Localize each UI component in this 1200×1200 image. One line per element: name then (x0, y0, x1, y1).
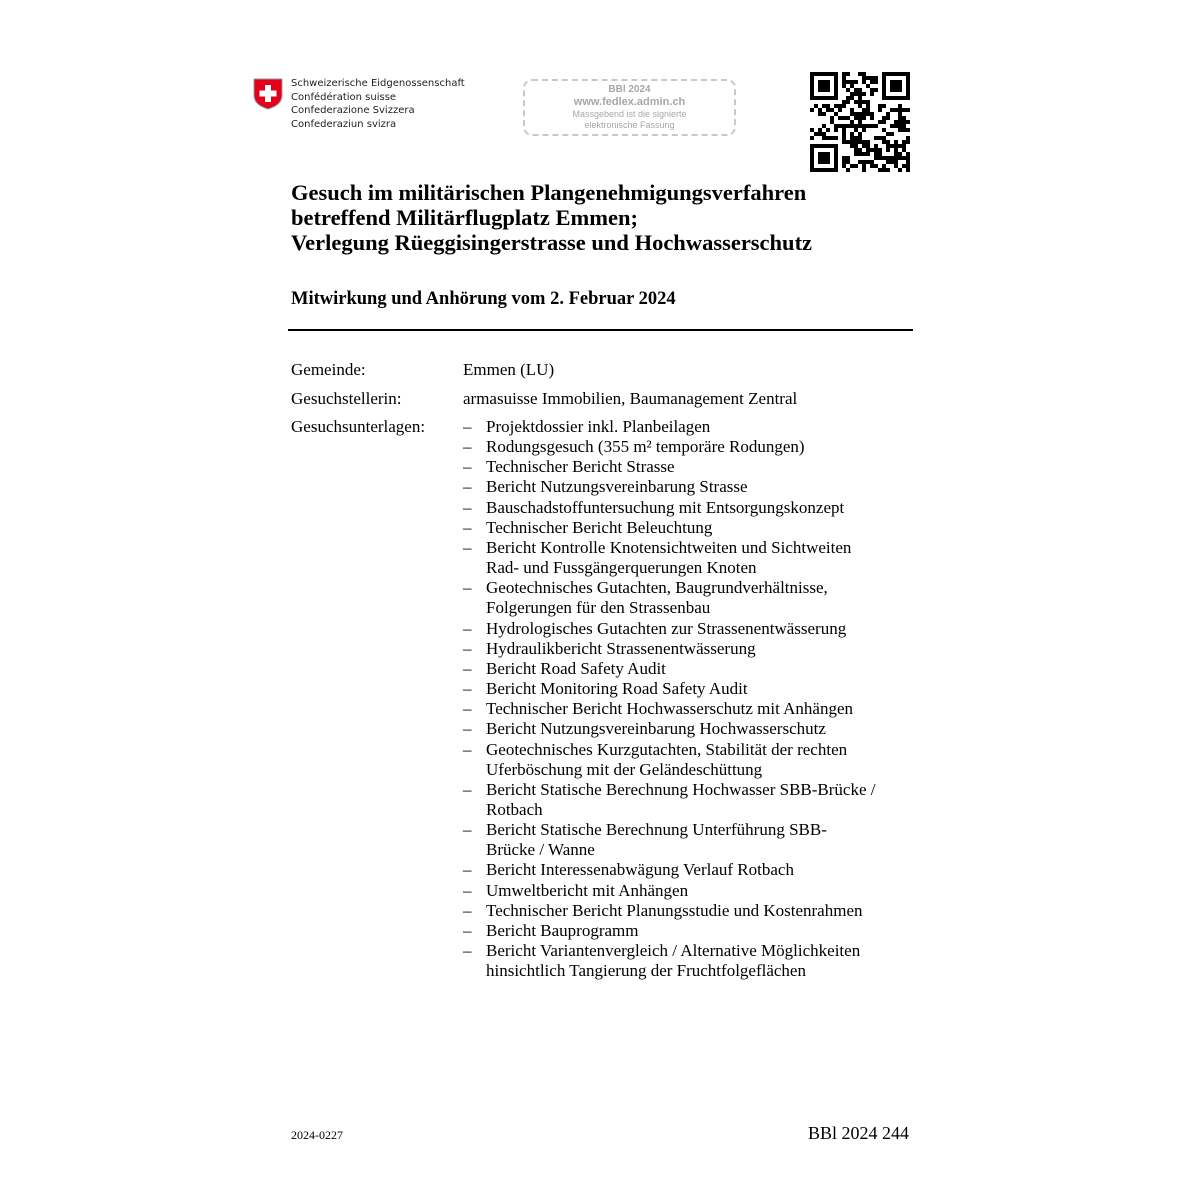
list-item-text: Uferböschung mit der Geländeschüttung (486, 759, 763, 779)
list-item-text: Bericht Interessenabwägung Verlauf Rotbach (486, 860, 794, 880)
list-dash: – (463, 497, 472, 517)
document-title (291, 180, 812, 255)
list-item-text: Geotechnisches Kurzgutachten, Stabilität der rechten (486, 739, 848, 759)
title-line-1: Gesuch im militärischen Plangenehmigungsverfahren (291, 180, 807, 205)
list-item-text: Hydraulikbericht Strassenentwässerung (486, 638, 756, 658)
document-number: 2024-0227 (291, 1128, 343, 1142)
bbl-reference: BBl 2024 244 (807, 1123, 909, 1143)
list-item-text: Folgerungen für den Strassenbau (486, 598, 711, 618)
list-dash: – (463, 638, 472, 658)
title-line-3: Verlegung Rüeggisingerstrasse und Hochwasserschutz (291, 230, 813, 255)
list-item (463, 780, 876, 820)
list-item (463, 639, 876, 659)
list-item-text: Technischer Bericht Planungsstudie und Kostenrahmen (486, 900, 863, 920)
list-item (463, 941, 876, 981)
list-item (463, 881, 876, 901)
divider (288, 329, 913, 331)
list-dash: – (463, 437, 472, 457)
list-dash: – (463, 537, 472, 557)
federation-name-it: Confederazione Svizzera (291, 105, 415, 116)
list-item (463, 901, 876, 921)
list-item-text: Bericht Statische Berechnung Unterführung SBB- (486, 820, 827, 840)
list-item-text: Technischer Bericht Beleuchtung (486, 517, 713, 537)
list-item (463, 498, 876, 518)
publication-stamp (523, 79, 736, 136)
list-item-text: Rotbach (486, 799, 543, 819)
list-dash: – (463, 820, 472, 840)
list-item-text: Rodungsgesuch (355 m² temporäre Rodungen) (486, 437, 805, 457)
list-dash: – (463, 779, 472, 799)
list-dash: – (463, 699, 472, 719)
gesuchstellerin-value: armasuisse Immobilien, Baumanagement Zentral (463, 389, 798, 408)
list-item-text: Bericht Variantenvergleich / Alternative Möglichkeiten (486, 941, 861, 961)
gemeinde-value: Emmen (LU) (463, 360, 555, 379)
list-dash: – (463, 517, 472, 537)
list-item (463, 679, 876, 699)
list-dash: – (463, 658, 472, 678)
federation-name-de: Schweizerische Eidgenossenschaft (291, 78, 465, 89)
list-item-text: Bericht Nutzungsvereinbarung Hochwasserschutz (486, 719, 826, 739)
stamp-note-1: Massgebend ist die signierte (572, 109, 687, 119)
list-item (463, 578, 876, 618)
list-item (463, 518, 876, 538)
qr-code-icon (810, 72, 910, 172)
list-item (463, 659, 876, 679)
list-dash: – (463, 739, 472, 759)
federation-names (291, 77, 465, 131)
list-item-text: Hydrologisches Gutachten zur Strassenentwässerung (486, 618, 847, 638)
list-item (463, 477, 876, 497)
gemeinde-label: Gemeinde: (291, 360, 366, 379)
stamp-url: www.fedlex.admin.ch (573, 96, 686, 108)
list-dash: – (463, 719, 472, 739)
list-item-text: Rad- und Fussgängerquerungen Knoten (486, 558, 757, 578)
list-dash: – (463, 880, 472, 900)
gesuchstellerin-row (291, 389, 798, 409)
title-line-2: betreffend Militärflugplatz Emmen; (291, 205, 639, 230)
list-item-text: Bericht Road Safety Audit (486, 658, 666, 678)
list-item (463, 921, 876, 941)
list-dash: – (463, 457, 472, 477)
gesuchstellerin-label: Gesuchstellerin: (291, 389, 402, 408)
federation-name-fr: Confédération suisse (291, 91, 397, 103)
list-item-text: Umweltbericht mit Anhängen (486, 880, 689, 900)
list-item-text: Bericht Nutzungsvereinbarung Strasse (486, 477, 748, 497)
list-item-text: Bericht Kontrolle Knotensichtweiten und Sichtweiten (486, 537, 852, 557)
list-dash: – (463, 618, 472, 638)
gesuchsunterlagen-row (291, 417, 425, 437)
list-item-text: hinsichtlich Tangierung der Fruchtfolgeflächen (486, 961, 806, 981)
list-dash: – (463, 477, 472, 497)
gesuchsunterlagen-label: Gesuchsunterlagen: (291, 417, 426, 436)
federation-name-rm: Confederaziun svizra (291, 118, 397, 130)
list-dash: – (463, 578, 472, 598)
list-item-text: Projektdossier inkl. Planbeilagen (486, 417, 711, 436)
list-item (463, 417, 876, 437)
list-item-text: Bericht Monitoring Road Safety Audit (486, 679, 748, 699)
list-dash: – (463, 920, 472, 940)
list-item-text: Bericht Statische Berechnung Hochwasser SBB-Brücke / (486, 779, 876, 799)
list-dash: – (463, 941, 472, 961)
list-item (463, 740, 876, 780)
list-dash: – (463, 679, 472, 699)
list-item (463, 437, 876, 457)
list-item (463, 860, 876, 880)
list-item (463, 538, 876, 578)
list-item (463, 619, 876, 639)
list-item-text: Bericht Bauprogramm (486, 920, 639, 940)
list-dash: – (463, 900, 472, 920)
list-item-text: Technischer Bericht Strasse (486, 457, 675, 477)
document-subtitle: Mitwirkung und Anhörung vom 2. Februar 2024 (291, 289, 676, 309)
list-item (463, 457, 876, 477)
stamp-bbl: BBl 2024 (608, 84, 651, 95)
list-dash: – (463, 860, 472, 880)
list-item (463, 820, 876, 860)
list-dash: – (463, 417, 472, 436)
list-item-text: Geotechnisches Gutachten, Baugrundverhältnisse, (486, 578, 828, 598)
list-item (463, 719, 876, 739)
stamp-note-2: elektronische Fassung (584, 120, 675, 130)
list-item-text: Bauschadstoffuntersuchung mit Entsorgungskonzept (486, 497, 845, 517)
swiss-cross-icon (253, 78, 283, 110)
list-item (463, 699, 876, 719)
list-item-text: Brücke / Wanne (486, 840, 595, 860)
list-item-text: Technischer Bericht Hochwasserschutz mit Anhängen (486, 699, 854, 719)
gemeinde-row (291, 360, 555, 380)
document-list (463, 417, 876, 981)
